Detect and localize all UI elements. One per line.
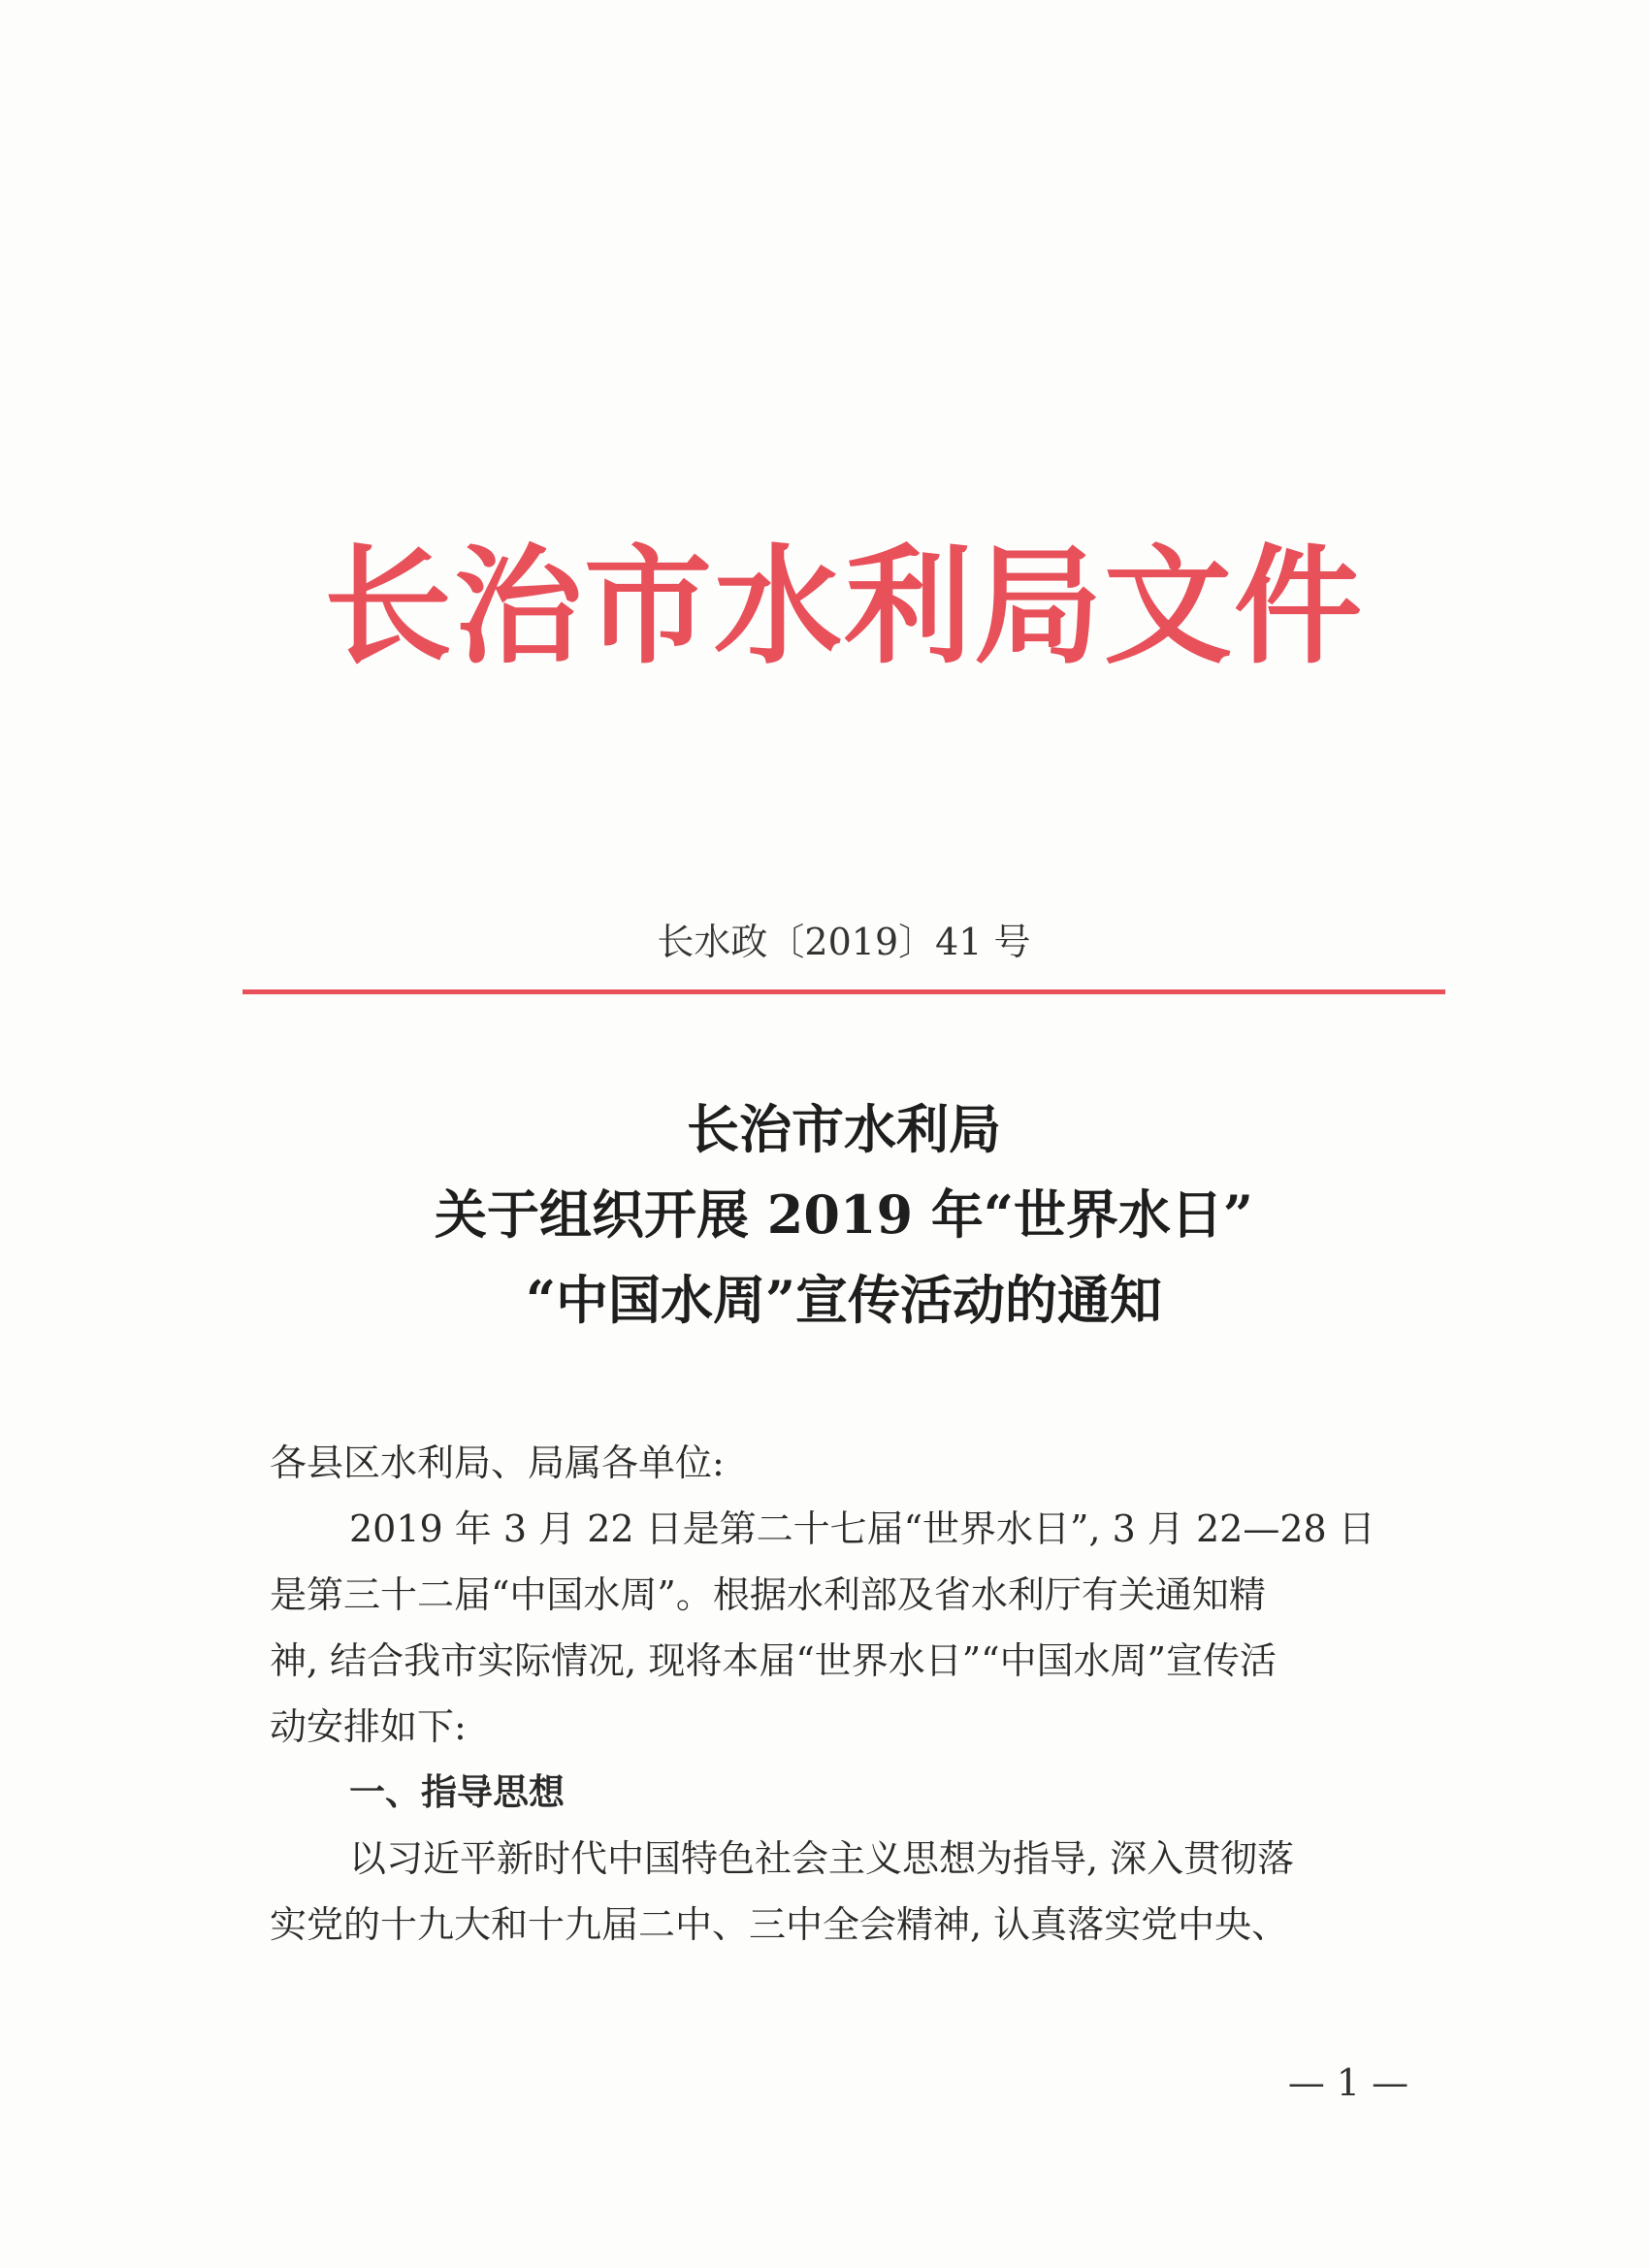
title-line-1: 长治市水利局	[687, 1098, 1001, 1160]
paragraph-1-line-2: 是第三十二届“中国水周”。根据水利部及省水利厅有关通知精	[270, 1573, 1266, 1616]
paragraph-1-line-1: 2019 年 3 月 22 日是第二十七届“世界水日”, 3 月 22—28 日	[349, 1507, 1375, 1550]
title-line-3: “中国水周”宣传活动的通知	[525, 1269, 1163, 1331]
page-number: — 1 —	[1287, 2061, 1409, 2104]
masthead-title: 长治市水利局文件	[324, 532, 1364, 682]
paragraph-2-line-1: 以习近平新时代中国特色社会主义思想为指导, 深入贯彻落	[349, 1837, 1295, 1880]
body-text	[270, 1430, 1443, 1958]
section-heading-1: 一、指导思想	[349, 1771, 565, 1813]
title-line-2: 关于组织开展 2019 年“世界水日”	[434, 1183, 1253, 1246]
paragraph-1-line-4: 动安排如下:	[270, 1705, 467, 1748]
salutation: 各县区水利局、局属各单位:	[270, 1442, 725, 1484]
notice-title	[242, 1086, 1445, 1343]
paragraph-2-line-2: 实党的十九大和十九届二中、三中全会精神, 认真落实党中央、	[270, 1903, 1289, 1946]
document-number: 长水政〔2019〕41 号	[657, 921, 1031, 963]
paragraph-1-line-3: 神, 结合我市实际情况, 现将本届“世界水日”“中国水周”宣传活	[270, 1639, 1277, 1682]
red-divider-line	[242, 989, 1445, 994]
